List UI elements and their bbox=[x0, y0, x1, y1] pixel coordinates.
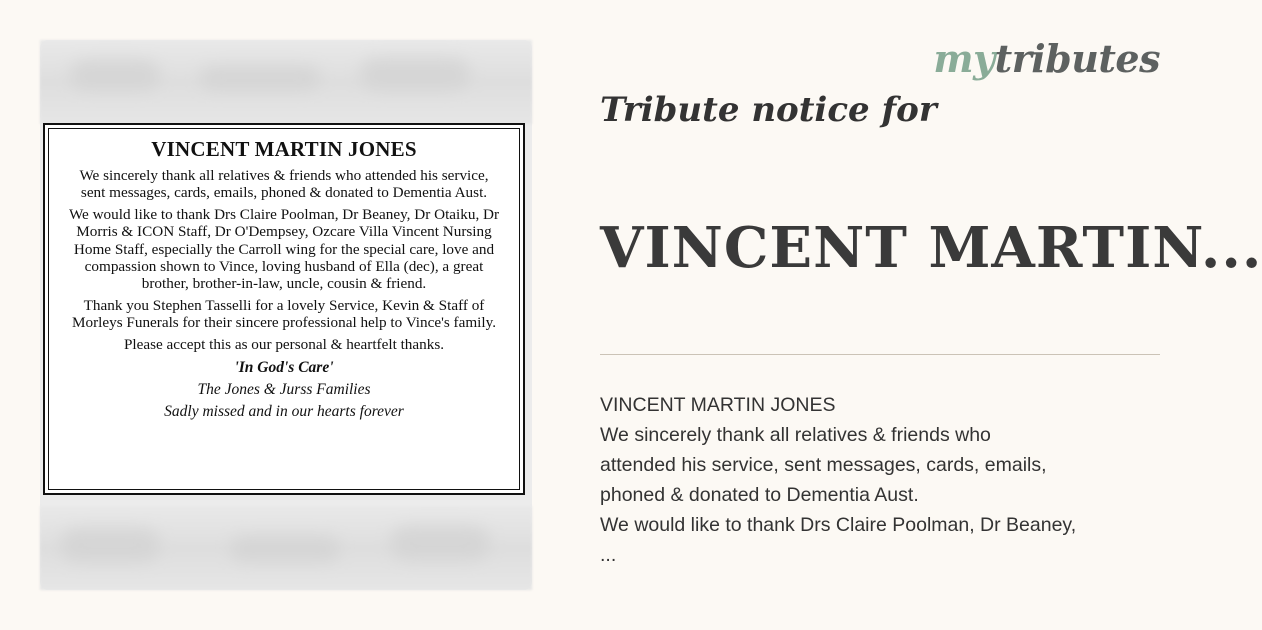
notice-families: The Jones & Jurss Families bbox=[197, 381, 371, 399]
notice-quote: 'In God's Care' bbox=[234, 359, 334, 377]
brand-logo-suffix: tributes bbox=[994, 36, 1160, 81]
blurred-bottom-area bbox=[40, 506, 532, 590]
excerpt-line: phoned & donated to Dementia Aust. bbox=[600, 484, 919, 506]
excerpt-line: attended his service, sent messages, cards, emails, bbox=[600, 454, 1047, 476]
notice-paragraph: We sincerely thank all relatives & friends who attended his service, sent messages, cards, emails, phoned & donated to Dementia Aust. bbox=[79, 167, 489, 202]
notice-image bbox=[40, 40, 532, 590]
brand-logo[interactable] bbox=[933, 36, 1160, 81]
notice-content bbox=[48, 128, 520, 490]
tribute-name: VINCENT MARTIN... bbox=[600, 215, 1262, 281]
excerpt-line: We sincerely thank all relatives & friends who bbox=[600, 424, 991, 446]
excerpt-line: VINCENT MARTIN JONES bbox=[600, 394, 836, 416]
notice-paragraph: We would like to thank Drs Claire Poolman, Dr Beaney, Dr Otaiku, Dr Morris & ICON Staff, Dr O'Dempsey, Ozcare Villa Vincent Nursing Home Staff, especially the Carroll wing for the special care, love and compassion shown to Vince, loving husband of Ella (dec), a great brother, brother-in-law, uncle, cousin & friend. bbox=[68, 205, 500, 293]
excerpt-ellipsis: ... bbox=[600, 544, 617, 566]
divider bbox=[600, 354, 1160, 355]
notice-title: VINCENT MARTIN JONES bbox=[151, 137, 417, 161]
notice-frame bbox=[43, 123, 525, 495]
excerpt-line: We would like to thank Drs Claire Poolman, Dr Beaney, bbox=[600, 514, 1077, 536]
tribute-excerpt bbox=[600, 390, 1160, 570]
brand-logo-prefix: my bbox=[933, 36, 995, 81]
tribute-subtitle: Tribute notice for bbox=[600, 90, 937, 130]
blurred-top-area bbox=[40, 40, 532, 124]
notice-paragraph: Please accept this as our personal & heartfelt thanks. bbox=[123, 335, 445, 353]
notice-paragraph: Thank you Stephen Tasselli for a lovely Service, Kevin & Staff of Morleys Funerals for their sincere professional help to Vince's family. bbox=[71, 296, 496, 332]
notice-closing: Sadly missed and in our hearts forever bbox=[164, 403, 404, 421]
